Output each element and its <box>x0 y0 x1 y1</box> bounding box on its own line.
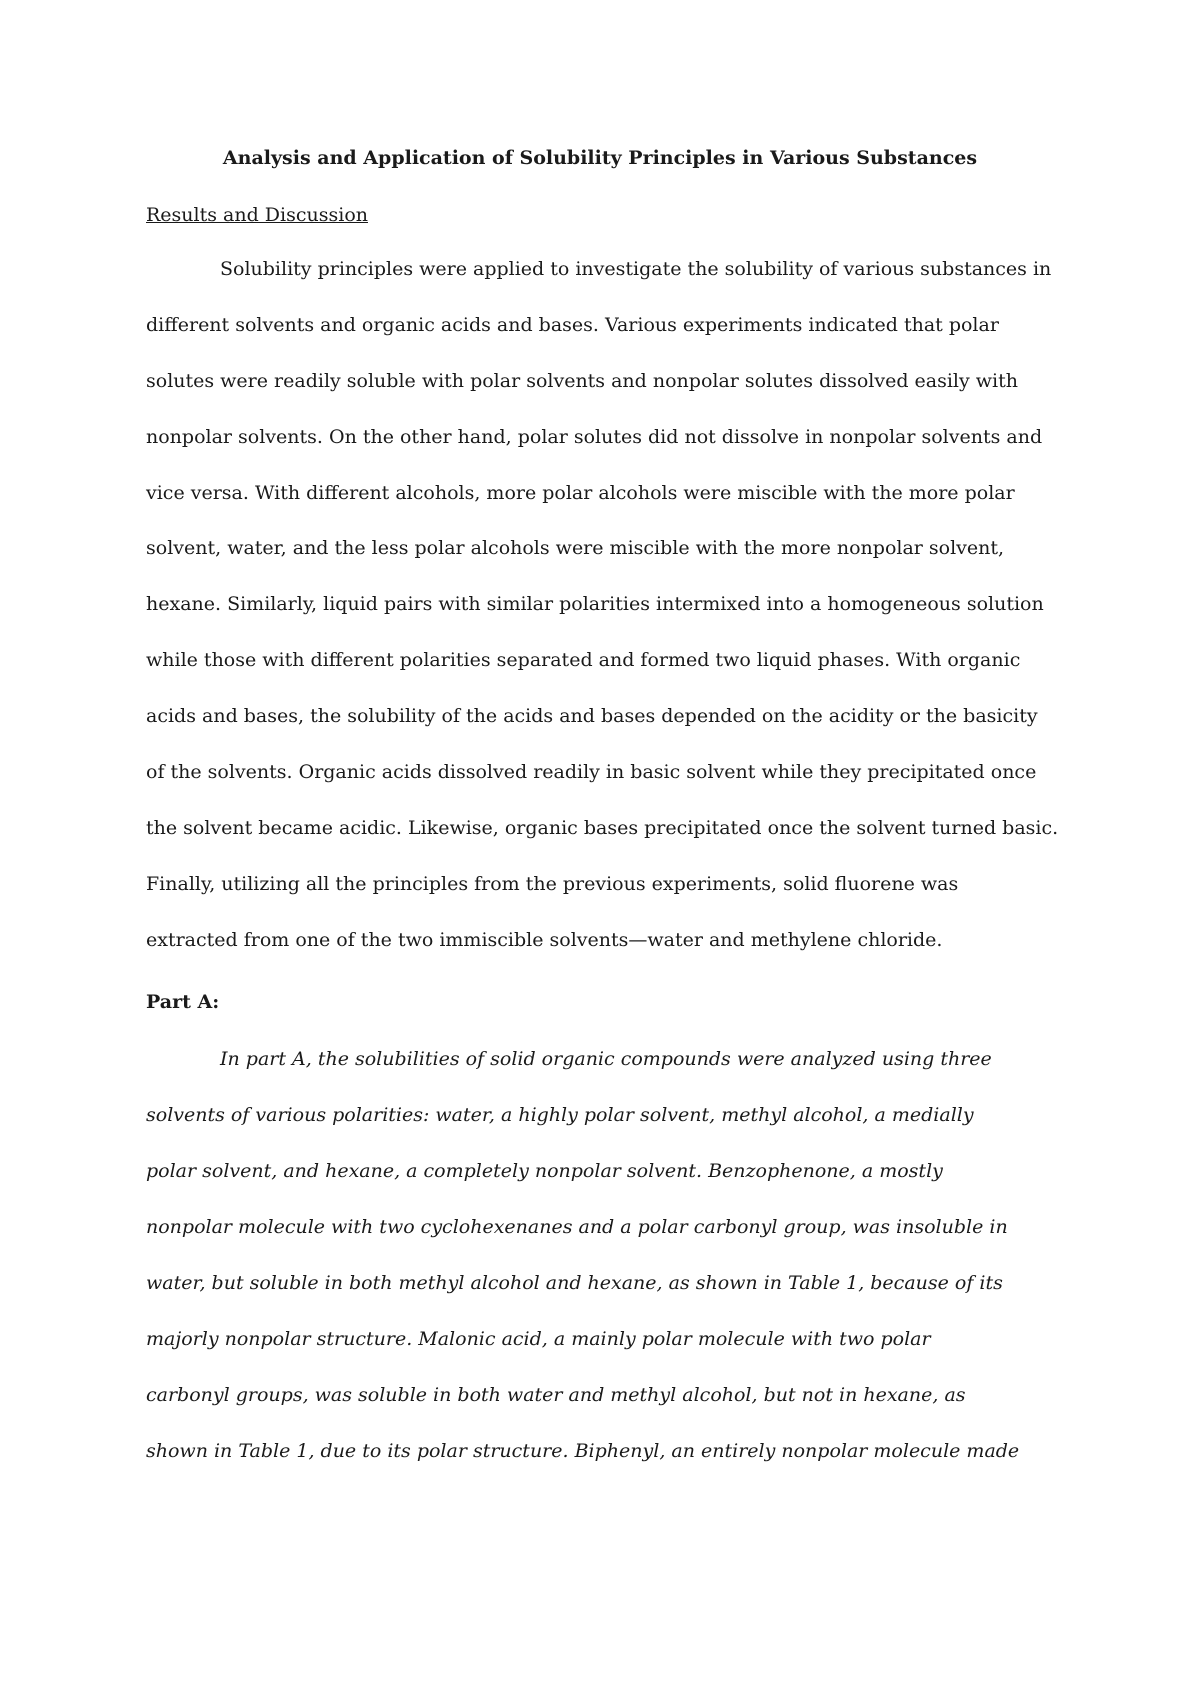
text-line: water, but soluble in both methyl alcohol and hexane, as shown in Table 1, because of its <box>146 1272 1003 1294</box>
part-heading: Part A: <box>146 991 220 1013</box>
text-line: solvents of various polarities: water, a highly polar solvent, methyl alcohol, a medially <box>146 1104 974 1126</box>
text-line: the solvent became acidic. Likewise, organic bases precipitated once the solvent turned basic. <box>146 817 1059 839</box>
text-line: hexane. Similarly, liquid pairs with similar polarities intermixed into a homogeneous solution <box>146 593 1044 615</box>
text-line: acids and bases, the solubility of the acids and bases depended on the acidity or the basicity <box>146 705 1038 727</box>
text-line: carbonyl groups, was soluble in both water and methyl alcohol, but not in hexane, as <box>146 1384 966 1406</box>
text-line: different solvents and organic acids and bases. Various experiments indicated that polar <box>146 314 999 336</box>
text-line: solutes were readily soluble with polar solvents and nonpolar solutes dissolved easily with <box>146 370 1018 392</box>
document-title: Analysis and Application of Solubility Principles in Various Substances <box>222 147 978 169</box>
text-line: shown in Table 1, due to its polar structure. Biphenyl, an entirely nonpolar molecule made <box>146 1440 1020 1462</box>
text-line: nonpolar solvents. On the other hand, polar solutes did not dissolve in nonpolar solvents and <box>146 426 1043 448</box>
section-heading: Results and Discussion <box>146 204 368 226</box>
text-line: In part A, the solubilities of solid organic compounds were analyzed using three <box>220 1048 992 1070</box>
text-line: nonpolar molecule with two cyclohexenanes and a polar carbonyl group, was insoluble in <box>146 1216 1008 1238</box>
text-line: solvent, water, and the less polar alcohols were miscible with the more nonpolar solvent, <box>146 537 1005 559</box>
text-line: Solubility principles were applied to investigate the solubility of various substances in <box>220 258 1052 280</box>
text-line: majorly nonpolar structure. Malonic acid, a mainly polar molecule with two polar <box>146 1328 931 1350</box>
text-line: while those with different polarities separated and formed two liquid phases. With organic <box>146 649 1021 671</box>
text-line: extracted from one of the two immiscible solvents—water and methylene chloride. <box>146 929 943 951</box>
text-line: polar solvent, and hexane, a completely nonpolar solvent. Benzophenone, a mostly <box>146 1160 943 1182</box>
text-line: Finally, utilizing all the principles from the previous experiments, solid fluorene was <box>146 873 959 895</box>
text-line: of the solvents. Organic acids dissolved readily in basic solvent while they precipitated once <box>146 761 1037 783</box>
text-line: vice versa. With different alcohols, more polar alcohols were miscible with the more polar <box>146 482 1015 504</box>
